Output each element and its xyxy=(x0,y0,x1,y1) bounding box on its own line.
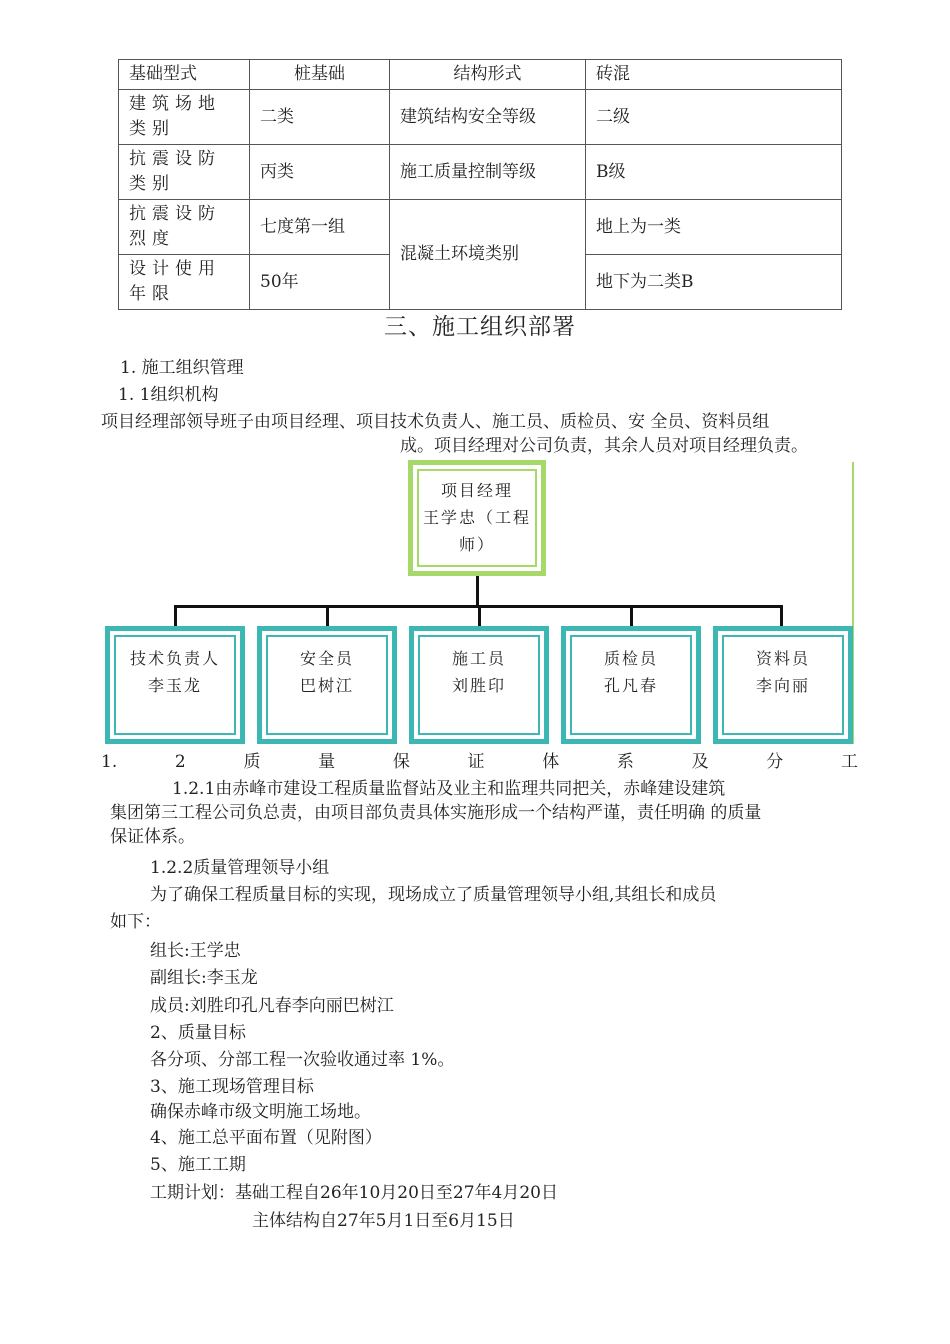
staff-box-construction xyxy=(409,626,549,744)
connector-line xyxy=(478,605,481,627)
table-row xyxy=(119,60,842,90)
intro-text: 项目经理部领导班子由项目经理、项目技术负责人、施工员、质检员、安 全员、资料员组 xyxy=(101,412,770,432)
connector-line xyxy=(174,605,177,627)
table-cell: 建筑场地类别 xyxy=(119,90,250,145)
table-cell: 七度第一组 xyxy=(250,200,390,255)
table-cell: 地下为二类B xyxy=(586,255,842,310)
subheading-1-1: 1. 1组织机构 xyxy=(118,385,219,405)
staff-role: 资料员 xyxy=(755,649,810,668)
staff-box-quality xyxy=(561,626,701,744)
vice-leader-line: 副组长:李玉龙 xyxy=(150,968,258,988)
staff-name: 李向丽 xyxy=(755,676,810,695)
heading-char: 质 xyxy=(243,752,261,772)
staff-name: 巴树江 xyxy=(299,676,354,695)
section-2-title: 2、质量目标 xyxy=(150,1023,246,1043)
heading-char: 2 xyxy=(174,752,186,772)
section-4-title: 4、施工总平面布置（见附图） xyxy=(150,1128,382,1148)
table-cell: 建筑结构安全等级 xyxy=(390,90,586,145)
table-row xyxy=(119,200,842,255)
table-cell: 50年 xyxy=(250,255,390,310)
manager-role: 项目经理 xyxy=(440,481,513,500)
section-3-title: 3、施工现场管理目标 xyxy=(150,1077,314,1097)
table-cell: 抗震设防烈度 xyxy=(119,200,250,255)
schedule-line: 主体结构自27年5月1日至6月15日 xyxy=(252,1211,515,1231)
heading-char: 1. xyxy=(101,752,118,772)
section-3-text: 确保赤峰市级文明施工场地。 xyxy=(150,1102,371,1122)
section-2-text: 各分项、分部工程一次验收通过率 1%。 xyxy=(150,1050,455,1070)
connector-line xyxy=(780,605,783,627)
subheading-1: 1. 施工组织管理 xyxy=(120,358,244,378)
table-cell: 施工质量控制等级 xyxy=(390,145,586,200)
subheading-1-2-2: 1.2.2质量管理领导小组 xyxy=(150,858,330,878)
heading-char: 工 xyxy=(840,752,858,772)
paragraph-1-2-1: 1.2.1由赤峰市建设工程质量监督站及业主和监理共同把关，赤峰建设建筑 xyxy=(172,779,726,799)
table-row xyxy=(119,90,842,145)
heading-char: 量 xyxy=(318,752,336,772)
table-cell: 二类 xyxy=(250,90,390,145)
project-info-table xyxy=(118,59,842,310)
table-cell: 桩基础 xyxy=(250,60,390,90)
connector-line xyxy=(326,605,329,627)
heading-char: 及 xyxy=(691,752,709,772)
paragraph-1-2-2: 如下： xyxy=(110,912,161,932)
table-cell: 砖混 xyxy=(586,60,842,90)
paragraph-1-2-1: 集团第三工程公司负总责，由项目部负责具体实施形成一个结构严谨，责任明确 的质量 xyxy=(110,803,762,823)
table-cell: 结构形式 xyxy=(390,60,586,90)
manager-name: 王学忠（工程 xyxy=(422,508,531,527)
table-cell: 丙类 xyxy=(250,145,390,200)
table-cell: 混凝土环境类别 xyxy=(390,200,586,310)
staff-name: 刘胜印 xyxy=(451,676,506,695)
table-cell: 二级 xyxy=(586,90,842,145)
staff-box-technical xyxy=(105,626,245,744)
leader-line: 组长:王学忠 xyxy=(150,941,241,961)
staff-role: 质检员 xyxy=(603,649,658,668)
connector-line xyxy=(476,576,479,607)
staff-role: 施工员 xyxy=(451,649,506,668)
heading-char: 证 xyxy=(467,752,485,772)
schedule-line: 工期计划：基础工程自26年10月20日至27年4月20日 xyxy=(150,1183,558,1203)
paragraph-1-2-1: 保证体系。 xyxy=(110,827,195,847)
heading-1-2 xyxy=(101,750,858,774)
staff-role: 技术负责人 xyxy=(129,649,220,668)
manager-name: 师） xyxy=(458,535,495,554)
table-cell: 抗震设防类别 xyxy=(119,145,250,200)
members-line: 成员:刘胜印孔凡春李向丽巴树江 xyxy=(150,996,394,1016)
table-cell: 地上为一类 xyxy=(586,200,842,255)
staff-role: 安全员 xyxy=(299,649,354,668)
heading-char: 系 xyxy=(616,752,634,772)
staff-name: 李玉龙 xyxy=(147,676,202,695)
table-cell: B级 xyxy=(586,145,842,200)
connector-line xyxy=(630,605,633,627)
staff-box-documents xyxy=(713,626,853,744)
section-5-title: 5、施工工期 xyxy=(150,1155,246,1175)
heading-char: 分 xyxy=(766,752,784,772)
table-row xyxy=(119,145,842,200)
intro-text: 成。项目经理对公司负责，其余人员对项目经理负责。 xyxy=(400,436,808,456)
table-cell: 基础型式 xyxy=(119,60,250,90)
heading-char: 体 xyxy=(542,752,560,772)
heading-char: 保 xyxy=(392,752,410,772)
table-cell: 设计使用年限 xyxy=(119,255,250,310)
paragraph-1-2-2: 为了确保工程质量目标的实现，现场成立了质量管理领导小组,其组长和成员 xyxy=(150,885,717,905)
manager-box xyxy=(408,460,546,576)
staff-box-safety xyxy=(257,626,397,744)
staff-name: 孔凡春 xyxy=(603,676,658,695)
section-title: 三、施工组织部署 xyxy=(384,314,576,340)
